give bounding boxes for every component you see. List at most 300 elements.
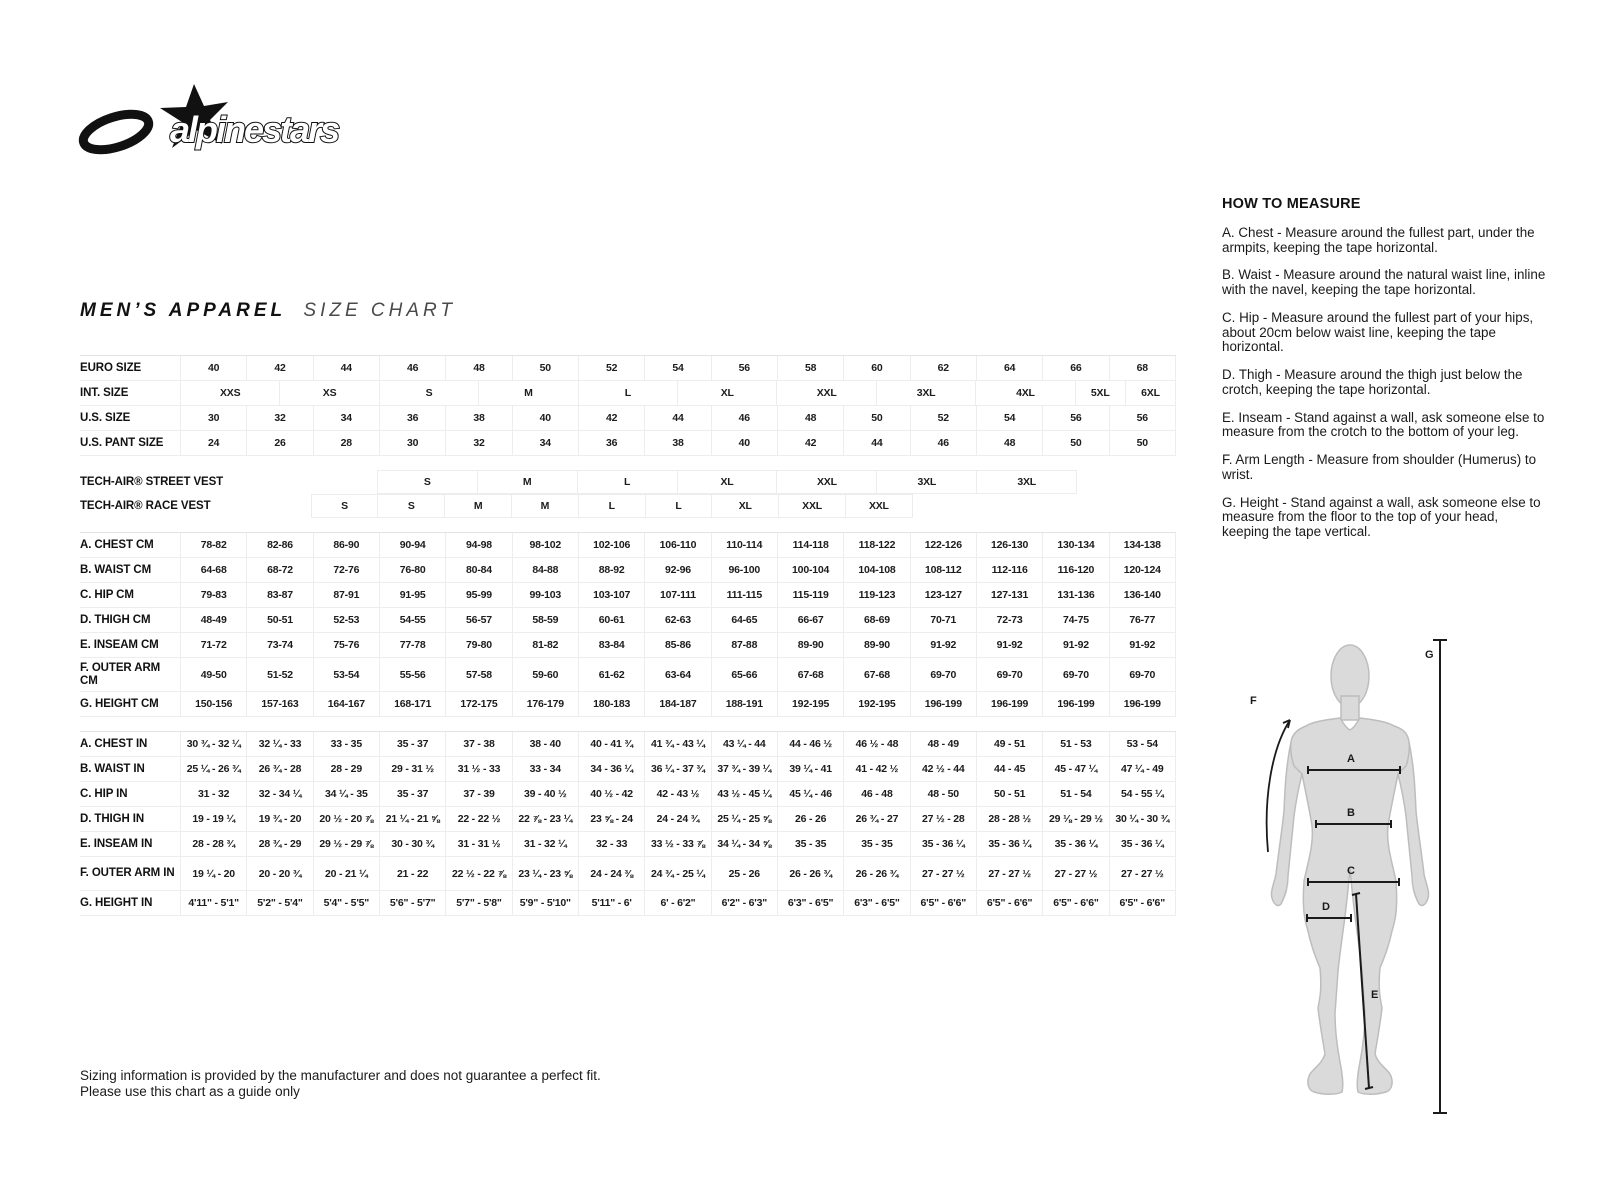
size-cell: 48-49 bbox=[200, 614, 227, 626]
size-cell: S bbox=[377, 470, 478, 494]
size-cell: 26 - 26 ¾ bbox=[777, 857, 843, 890]
size-cell: 46 bbox=[379, 356, 445, 380]
size-cell: 31 - 32 bbox=[198, 788, 230, 800]
size-cell: 35 - 35 bbox=[777, 832, 843, 856]
size-cell: 25 - 26 bbox=[711, 857, 777, 890]
size-cell: 60 bbox=[843, 356, 909, 380]
measure-instruction: C. Hip - Measure around the fullest part of your hips, about 20cm below waist line, keeping the tape horizontal. bbox=[1222, 309, 1534, 355]
size-cell: 44 - 46 ½ bbox=[777, 732, 843, 756]
table-row bbox=[80, 782, 1176, 807]
alpinestars-logo-icon bbox=[78, 80, 368, 165]
size-cell: 49 - 51 bbox=[976, 732, 1042, 756]
size-cell: 34 bbox=[313, 406, 379, 430]
size-cell: 4'11" - 5'1" bbox=[188, 897, 239, 909]
size-cell: 5'7" - 5'8" bbox=[445, 891, 511, 915]
size-cell: 6' - 6'2" bbox=[644, 891, 710, 915]
size-cell: 66 bbox=[1042, 356, 1108, 380]
size-cell: 48 - 49 bbox=[910, 732, 976, 756]
size-cell: 81-82 bbox=[512, 633, 578, 657]
size-cell: 47 ¼ - 49 bbox=[1109, 757, 1176, 781]
size-cell: L bbox=[577, 470, 678, 494]
size-cell: 58-59 bbox=[512, 608, 578, 632]
size-cell: 6'3" - 6'5" bbox=[777, 891, 843, 915]
size-cell: 168-171 bbox=[379, 692, 445, 716]
size-cell: 45 - 47 ¼ bbox=[1042, 757, 1108, 781]
size-cell bbox=[180, 470, 279, 494]
size-cell: 27 - 27 ½ bbox=[910, 857, 976, 890]
size-cell: 32 - 34 ¼ bbox=[246, 782, 312, 806]
size-cell: 45 ¼ - 46 bbox=[777, 782, 843, 806]
size-cell: 35 - 36 ¼ bbox=[1109, 832, 1176, 856]
size-cell: 102-106 bbox=[578, 533, 644, 557]
size-cell: 68-72 bbox=[246, 558, 312, 582]
size-cell: 91-92 bbox=[1109, 633, 1176, 657]
size-cell: 69-70 bbox=[910, 658, 976, 691]
size-cell: 78-82 bbox=[200, 539, 227, 551]
size-cell: 6'5" - 6'6" bbox=[976, 891, 1042, 915]
size-cell: 32 bbox=[246, 406, 312, 430]
size-cell: 31 - 31 ½ bbox=[445, 832, 511, 856]
row-label: F. OUTER ARM IN bbox=[80, 857, 181, 890]
size-cell: XXL bbox=[845, 494, 913, 518]
size-cell: 27 ½ - 28 bbox=[910, 807, 976, 831]
size-cell: 127-131 bbox=[976, 583, 1042, 607]
row-label: E. INSEAM IN bbox=[80, 832, 181, 856]
size-cell: 32 - 33 bbox=[578, 832, 644, 856]
size-cell: 83-87 bbox=[246, 583, 312, 607]
size-cell: 24 - 24 ⅜ bbox=[578, 857, 644, 890]
size-cell: 24 bbox=[208, 437, 220, 449]
size-cell: S bbox=[379, 381, 478, 405]
size-cell: 196-199 bbox=[976, 692, 1042, 716]
body-measurement-diagram bbox=[1228, 616, 1453, 1123]
size-cell: 51-52 bbox=[246, 658, 312, 691]
size-cell: 35 - 37 bbox=[379, 732, 445, 756]
measure-instruction: E. Inseam - Stand against a wall, ask someone else to measure from the crotch to the bottom of your leg. bbox=[1222, 409, 1545, 440]
size-cell: 94-98 bbox=[445, 533, 511, 557]
row-label: G. HEIGHT IN bbox=[80, 891, 181, 915]
size-cell bbox=[1077, 470, 1176, 494]
size-cell: 27 - 27 ½ bbox=[1042, 857, 1108, 890]
table-row bbox=[80, 757, 1176, 782]
size-cell: 46 bbox=[910, 431, 976, 455]
size-cell: 99-103 bbox=[512, 583, 578, 607]
size-cell: 64-65 bbox=[711, 608, 777, 632]
size-cell: 42 ½ - 44 bbox=[910, 757, 976, 781]
size-cell: 50-51 bbox=[246, 608, 312, 632]
size-cell: 64 bbox=[976, 356, 1042, 380]
size-cell: 37 - 39 bbox=[445, 782, 511, 806]
size-cell: 98-102 bbox=[512, 533, 578, 557]
size-cell: 79-83 bbox=[200, 589, 227, 601]
size-cell: 130-134 bbox=[1042, 533, 1108, 557]
row-label: E. INSEAM CM bbox=[80, 633, 181, 657]
size-cell: 23 ¼ - 23 ⅝ bbox=[512, 857, 578, 890]
size-cell: 91-92 bbox=[1042, 633, 1108, 657]
size-cell: 54 - 55 ¼ bbox=[1109, 782, 1176, 806]
size-cell: 67-68 bbox=[777, 658, 843, 691]
table-row bbox=[80, 470, 1176, 494]
table-row bbox=[80, 857, 1176, 891]
size-cell: XL bbox=[711, 494, 779, 518]
brand-wordmark: alpinestars bbox=[170, 109, 339, 150]
size-cell: 23 ⅝ - 24 bbox=[578, 807, 644, 831]
table-row bbox=[80, 891, 1176, 916]
size-cell: 22 ⅞ - 23 ¼ bbox=[512, 807, 578, 831]
size-cell: 50 bbox=[512, 356, 578, 380]
size-cell: 89-90 bbox=[843, 633, 909, 657]
size-cell: 85-86 bbox=[644, 633, 710, 657]
size-cell: L bbox=[578, 381, 677, 405]
size-cell: S bbox=[377, 494, 445, 518]
row-label: C. HIP IN bbox=[80, 782, 181, 806]
how-to-measure-panel bbox=[1222, 196, 1546, 553]
size-cell: 6'3" - 6'5" bbox=[843, 891, 909, 915]
row-label: U.S. PANT SIZE bbox=[80, 431, 181, 455]
size-cell: 29 - 31 ½ bbox=[379, 757, 445, 781]
size-cell: 192-195 bbox=[777, 692, 843, 716]
size-cell: 53 - 54 bbox=[1109, 732, 1176, 756]
size-cell: 42 bbox=[246, 356, 312, 380]
size-cell: 172-175 bbox=[445, 692, 511, 716]
measure-instruction: G. Height - Stand against a wall, ask someone else to measure from the floor to the top of your head, keeping the tape vertical. bbox=[1222, 494, 1541, 540]
size-cell: 36 bbox=[578, 431, 644, 455]
how-to-measure-heading: HOW TO MEASURE bbox=[1222, 196, 1361, 212]
size-cell: 46 ½ - 48 bbox=[843, 732, 909, 756]
size-cell: 25 ¼ - 26 ¾ bbox=[186, 763, 241, 775]
size-cell: 72-73 bbox=[976, 608, 1042, 632]
table-row bbox=[80, 807, 1176, 832]
size-cell: 43 ½ - 45 ¼ bbox=[711, 782, 777, 806]
size-cell: 63-64 bbox=[644, 658, 710, 691]
size-cell: XXS bbox=[219, 387, 241, 399]
size-cell: 196-199 bbox=[1042, 692, 1108, 716]
size-cell: 106-110 bbox=[644, 533, 710, 557]
size-cell: 20 - 21 ¼ bbox=[313, 857, 379, 890]
size-cell: 69-70 bbox=[1109, 658, 1176, 691]
size-cell: 71-72 bbox=[200, 639, 227, 651]
size-cell: 76-77 bbox=[1109, 608, 1176, 632]
size-cell: 5'9" - 5'10" bbox=[512, 891, 578, 915]
size-cell: 44 bbox=[313, 356, 379, 380]
size-cell: 29 ½ - 29 ⅞ bbox=[313, 832, 379, 856]
size-cell: 30 bbox=[379, 431, 445, 455]
size-cell: L bbox=[645, 494, 713, 518]
size-cell bbox=[279, 470, 378, 494]
size-cell: 95-99 bbox=[445, 583, 511, 607]
size-cell: 108-112 bbox=[910, 558, 976, 582]
size-cell: 6'2" - 6'3" bbox=[711, 891, 777, 915]
size-cell: 38 bbox=[445, 406, 511, 430]
size-cell: 30 - 30 ¾ bbox=[379, 832, 445, 856]
size-cell: 92-96 bbox=[644, 558, 710, 582]
size-cell: 91-92 bbox=[976, 633, 1042, 657]
row-label: F. OUTER ARM CM bbox=[80, 658, 181, 691]
table-row bbox=[80, 692, 1176, 717]
size-cell: 46 - 48 bbox=[843, 782, 909, 806]
size-cell: 6'5" - 6'6" bbox=[1042, 891, 1108, 915]
size-cell: 21 - 22 bbox=[379, 857, 445, 890]
size-cell: 180-183 bbox=[578, 692, 644, 716]
size-cell: 134-138 bbox=[1109, 533, 1176, 557]
size-cell: 52 bbox=[910, 406, 976, 430]
size-cell: 50 bbox=[1109, 431, 1176, 455]
size-cell: 122-126 bbox=[910, 533, 976, 557]
size-cell: L bbox=[578, 494, 646, 518]
size-cell: XXL bbox=[778, 494, 846, 518]
size-cell: 79-80 bbox=[445, 633, 511, 657]
size-cell: 31 - 32 ¼ bbox=[512, 832, 578, 856]
row-label: A. CHEST CM bbox=[80, 533, 181, 557]
size-cell: 25 ¼ - 25 ⅝ bbox=[711, 807, 777, 831]
size-cell: XL bbox=[677, 381, 776, 405]
size-cell: 24 - 24 ¾ bbox=[644, 807, 710, 831]
size-cell: 88-92 bbox=[578, 558, 644, 582]
size-cell: 5'4" - 5'5" bbox=[313, 891, 379, 915]
size-cell: 42 - 43 ½ bbox=[644, 782, 710, 806]
row-label: G. HEIGHT CM bbox=[80, 692, 181, 716]
size-cell: 75-76 bbox=[313, 633, 379, 657]
table-row bbox=[80, 731, 1176, 757]
size-cell: 50 bbox=[1042, 431, 1108, 455]
diagram-label-b: B bbox=[1347, 807, 1355, 819]
size-cell: 3XL bbox=[876, 381, 975, 405]
size-cell: 53-54 bbox=[313, 658, 379, 691]
size-cell: 111-115 bbox=[711, 583, 777, 607]
size-cell: 72-76 bbox=[313, 558, 379, 582]
size-cell: 28 - 29 bbox=[313, 757, 379, 781]
size-cell: M bbox=[511, 494, 579, 518]
size-cell: 52-53 bbox=[313, 608, 379, 632]
size-cell: 22 - 22 ½ bbox=[445, 807, 511, 831]
size-cell: 26 ¾ - 27 bbox=[843, 807, 909, 831]
table-row bbox=[80, 381, 1176, 406]
size-cell: 46 bbox=[711, 406, 777, 430]
size-cell: 6'5" - 6'6" bbox=[1109, 891, 1176, 915]
size-cell: 66-67 bbox=[777, 608, 843, 632]
size-cell: 20 - 20 ¾ bbox=[246, 857, 312, 890]
size-cell: 48 bbox=[777, 406, 843, 430]
size-cell: 68-69 bbox=[843, 608, 909, 632]
size-cell: 52 bbox=[578, 356, 644, 380]
size-cell: 73-74 bbox=[246, 633, 312, 657]
size-cell: 4XL bbox=[975, 381, 1074, 405]
table-row bbox=[80, 608, 1176, 633]
size-cell: 50 - 51 bbox=[976, 782, 1042, 806]
size-cell: 82-86 bbox=[246, 533, 312, 557]
size-cell: 110-114 bbox=[711, 533, 777, 557]
size-cell: 123-127 bbox=[910, 583, 976, 607]
table-row bbox=[80, 494, 1176, 518]
size-cell: 24 ¾ - 25 ¼ bbox=[644, 857, 710, 890]
size-cell: 48 bbox=[445, 356, 511, 380]
size-cell: 44 bbox=[644, 406, 710, 430]
size-cell: 34 ¼ - 34 ⅝ bbox=[711, 832, 777, 856]
size-cell: 83-84 bbox=[578, 633, 644, 657]
table-row bbox=[80, 583, 1176, 608]
size-cell: 48 - 50 bbox=[910, 782, 976, 806]
row-label: D. THIGH CM bbox=[80, 608, 181, 632]
size-cell: 107-111 bbox=[644, 583, 710, 607]
size-cell: 19 - 19 ¼ bbox=[192, 813, 235, 825]
size-cell: 44 bbox=[843, 431, 909, 455]
size-cell: 21 ¼ - 21 ⅝ bbox=[379, 807, 445, 831]
diagram-label-c: C bbox=[1347, 865, 1355, 877]
size-cell bbox=[913, 494, 1176, 518]
size-cell bbox=[180, 494, 312, 518]
size-cell: 69-70 bbox=[1042, 658, 1108, 691]
size-cell: 68 bbox=[1109, 356, 1176, 380]
table-row bbox=[80, 633, 1176, 658]
size-cell: 28 bbox=[313, 431, 379, 455]
table-row bbox=[80, 658, 1176, 692]
size-cell: 103-107 bbox=[578, 583, 644, 607]
disclaimer bbox=[80, 1068, 601, 1101]
size-cell: 38 - 40 bbox=[512, 732, 578, 756]
size-cell: 32 ¼ - 33 bbox=[246, 732, 312, 756]
row-label: B. WAIST CM bbox=[80, 558, 181, 582]
size-cell: 188-191 bbox=[711, 692, 777, 716]
size-cell: 61-62 bbox=[578, 658, 644, 691]
size-cell: 60-61 bbox=[578, 608, 644, 632]
size-cell: 22 ½ - 22 ⅞ bbox=[445, 857, 511, 890]
size-cell: 49-50 bbox=[200, 668, 227, 681]
size-cell: 33 - 35 bbox=[313, 732, 379, 756]
size-cell: 42 bbox=[777, 431, 843, 455]
page-title-main: MEN’S APPAREL bbox=[80, 300, 287, 321]
size-cell: 80-84 bbox=[445, 558, 511, 582]
size-cell: 39 ¼ - 41 bbox=[777, 757, 843, 781]
size-cell: 100-104 bbox=[777, 558, 843, 582]
size-cell: 30 bbox=[208, 412, 220, 424]
size-cell: 67-68 bbox=[843, 658, 909, 691]
size-cell: 35 - 36 ¼ bbox=[976, 832, 1042, 856]
size-cell: 40 bbox=[208, 362, 220, 374]
size-cell: 28 ¾ - 29 bbox=[246, 832, 312, 856]
page-title-sub: SIZE CHART bbox=[303, 300, 457, 321]
size-cell: 126-130 bbox=[976, 533, 1042, 557]
size-cell: 33 ½ - 33 ⅞ bbox=[644, 832, 710, 856]
size-cell: 184-187 bbox=[644, 692, 710, 716]
size-cell: 62-63 bbox=[644, 608, 710, 632]
size-cell: 114-118 bbox=[777, 533, 843, 557]
size-cell: 74-75 bbox=[1042, 608, 1108, 632]
size-cell: 41 - 42 ½ bbox=[843, 757, 909, 781]
size-cell: 5XL bbox=[1075, 381, 1125, 405]
size-cell: XL bbox=[677, 470, 778, 494]
size-cell: 150-156 bbox=[195, 698, 233, 710]
size-cell: 112-116 bbox=[976, 558, 1042, 582]
size-cell: 42 bbox=[578, 406, 644, 430]
size-cell: 37 - 38 bbox=[445, 732, 511, 756]
table-row bbox=[80, 532, 1176, 558]
size-cell: 27 - 27 ½ bbox=[976, 857, 1042, 890]
size-cell: 119-123 bbox=[843, 583, 909, 607]
size-cell: M bbox=[477, 470, 578, 494]
size-cell: 33 - 34 bbox=[512, 757, 578, 781]
size-cell: M bbox=[478, 381, 577, 405]
size-cell: 115-119 bbox=[777, 583, 843, 607]
size-cell: 57-58 bbox=[445, 658, 511, 691]
size-cell: 157-163 bbox=[246, 692, 312, 716]
table-row bbox=[80, 558, 1176, 583]
size-cell: 196-199 bbox=[910, 692, 976, 716]
row-label: U.S. SIZE bbox=[80, 406, 181, 430]
size-cell: 55-56 bbox=[379, 658, 445, 691]
size-cell: 86-90 bbox=[313, 533, 379, 557]
size-cell: 48 bbox=[976, 431, 1042, 455]
measure-instruction: D. Thigh - Measure around the thigh just below the crotch, keeping the tape horizontal. bbox=[1222, 367, 1523, 397]
size-cell: 41 ¾ - 43 ¼ bbox=[644, 732, 710, 756]
size-cell: 96-100 bbox=[711, 558, 777, 582]
size-cell: 40 ½ - 42 bbox=[578, 782, 644, 806]
size-cell: 6'5" - 6'6" bbox=[910, 891, 976, 915]
size-cell: 35 - 36 ¼ bbox=[910, 832, 976, 856]
size-cell: 176-179 bbox=[512, 692, 578, 716]
size-cell: 64-68 bbox=[200, 564, 227, 576]
size-cell: 39 - 40 ½ bbox=[512, 782, 578, 806]
size-cell: 27 - 27 ½ bbox=[1109, 857, 1176, 890]
row-label: EURO SIZE bbox=[80, 356, 181, 380]
size-cell: 3XL bbox=[976, 470, 1077, 494]
size-cell: 34 - 36 ¼ bbox=[578, 757, 644, 781]
size-table bbox=[80, 355, 1176, 916]
size-cell: 44 - 45 bbox=[976, 757, 1042, 781]
size-cell: 91-95 bbox=[379, 583, 445, 607]
size-cell: 59-60 bbox=[512, 658, 578, 691]
size-cell: 84-88 bbox=[512, 558, 578, 582]
diagram-label-f: F bbox=[1250, 695, 1257, 707]
size-cell: 70-71 bbox=[910, 608, 976, 632]
size-cell: 34 ¼ - 35 bbox=[313, 782, 379, 806]
size-cell: 28 - 28 ¾ bbox=[192, 838, 235, 850]
row-label: TECH-AIR® STREET VEST bbox=[80, 475, 224, 488]
male-body-outline-icon bbox=[1228, 616, 1453, 1118]
size-cell: 51 - 54 bbox=[1042, 782, 1108, 806]
size-cell: 36 ¼ - 37 ¾ bbox=[644, 757, 710, 781]
size-cell: 120-124 bbox=[1109, 558, 1176, 582]
diagram-label-d: D bbox=[1322, 901, 1330, 913]
size-cell: S bbox=[311, 494, 379, 518]
table-row bbox=[80, 355, 1176, 381]
row-label: B. WAIST IN bbox=[80, 757, 181, 781]
page-title bbox=[80, 300, 456, 322]
size-cell: 196-199 bbox=[1109, 692, 1176, 716]
brand-logo bbox=[78, 80, 368, 170]
size-cell: 26 - 26 ¾ bbox=[843, 857, 909, 890]
size-cell: 77-78 bbox=[379, 633, 445, 657]
size-cell: 36 bbox=[379, 406, 445, 430]
size-cell: 19 ¾ - 20 bbox=[246, 807, 312, 831]
size-cell: 34 bbox=[512, 431, 578, 455]
size-cell: 29 ⅛ - 29 ½ bbox=[1042, 807, 1108, 831]
size-cell: 87-88 bbox=[711, 633, 777, 657]
size-cell: 56 bbox=[1109, 406, 1176, 430]
size-cell: 35 - 37 bbox=[379, 782, 445, 806]
size-cell: 50 bbox=[843, 406, 909, 430]
how-to-measure-instructions bbox=[1222, 226, 1546, 540]
size-cell: 38 bbox=[644, 431, 710, 455]
table-row bbox=[80, 832, 1176, 857]
size-cell: 31 ½ - 33 bbox=[445, 757, 511, 781]
size-cell: 26 bbox=[246, 431, 312, 455]
size-cell: 26 - 26 bbox=[777, 807, 843, 831]
size-cell: 56 bbox=[711, 356, 777, 380]
size-cell: XXL bbox=[776, 470, 877, 494]
size-cell: M bbox=[444, 494, 512, 518]
size-cell: 43 ¼ - 44 bbox=[711, 732, 777, 756]
size-cell: 40 bbox=[711, 431, 777, 455]
